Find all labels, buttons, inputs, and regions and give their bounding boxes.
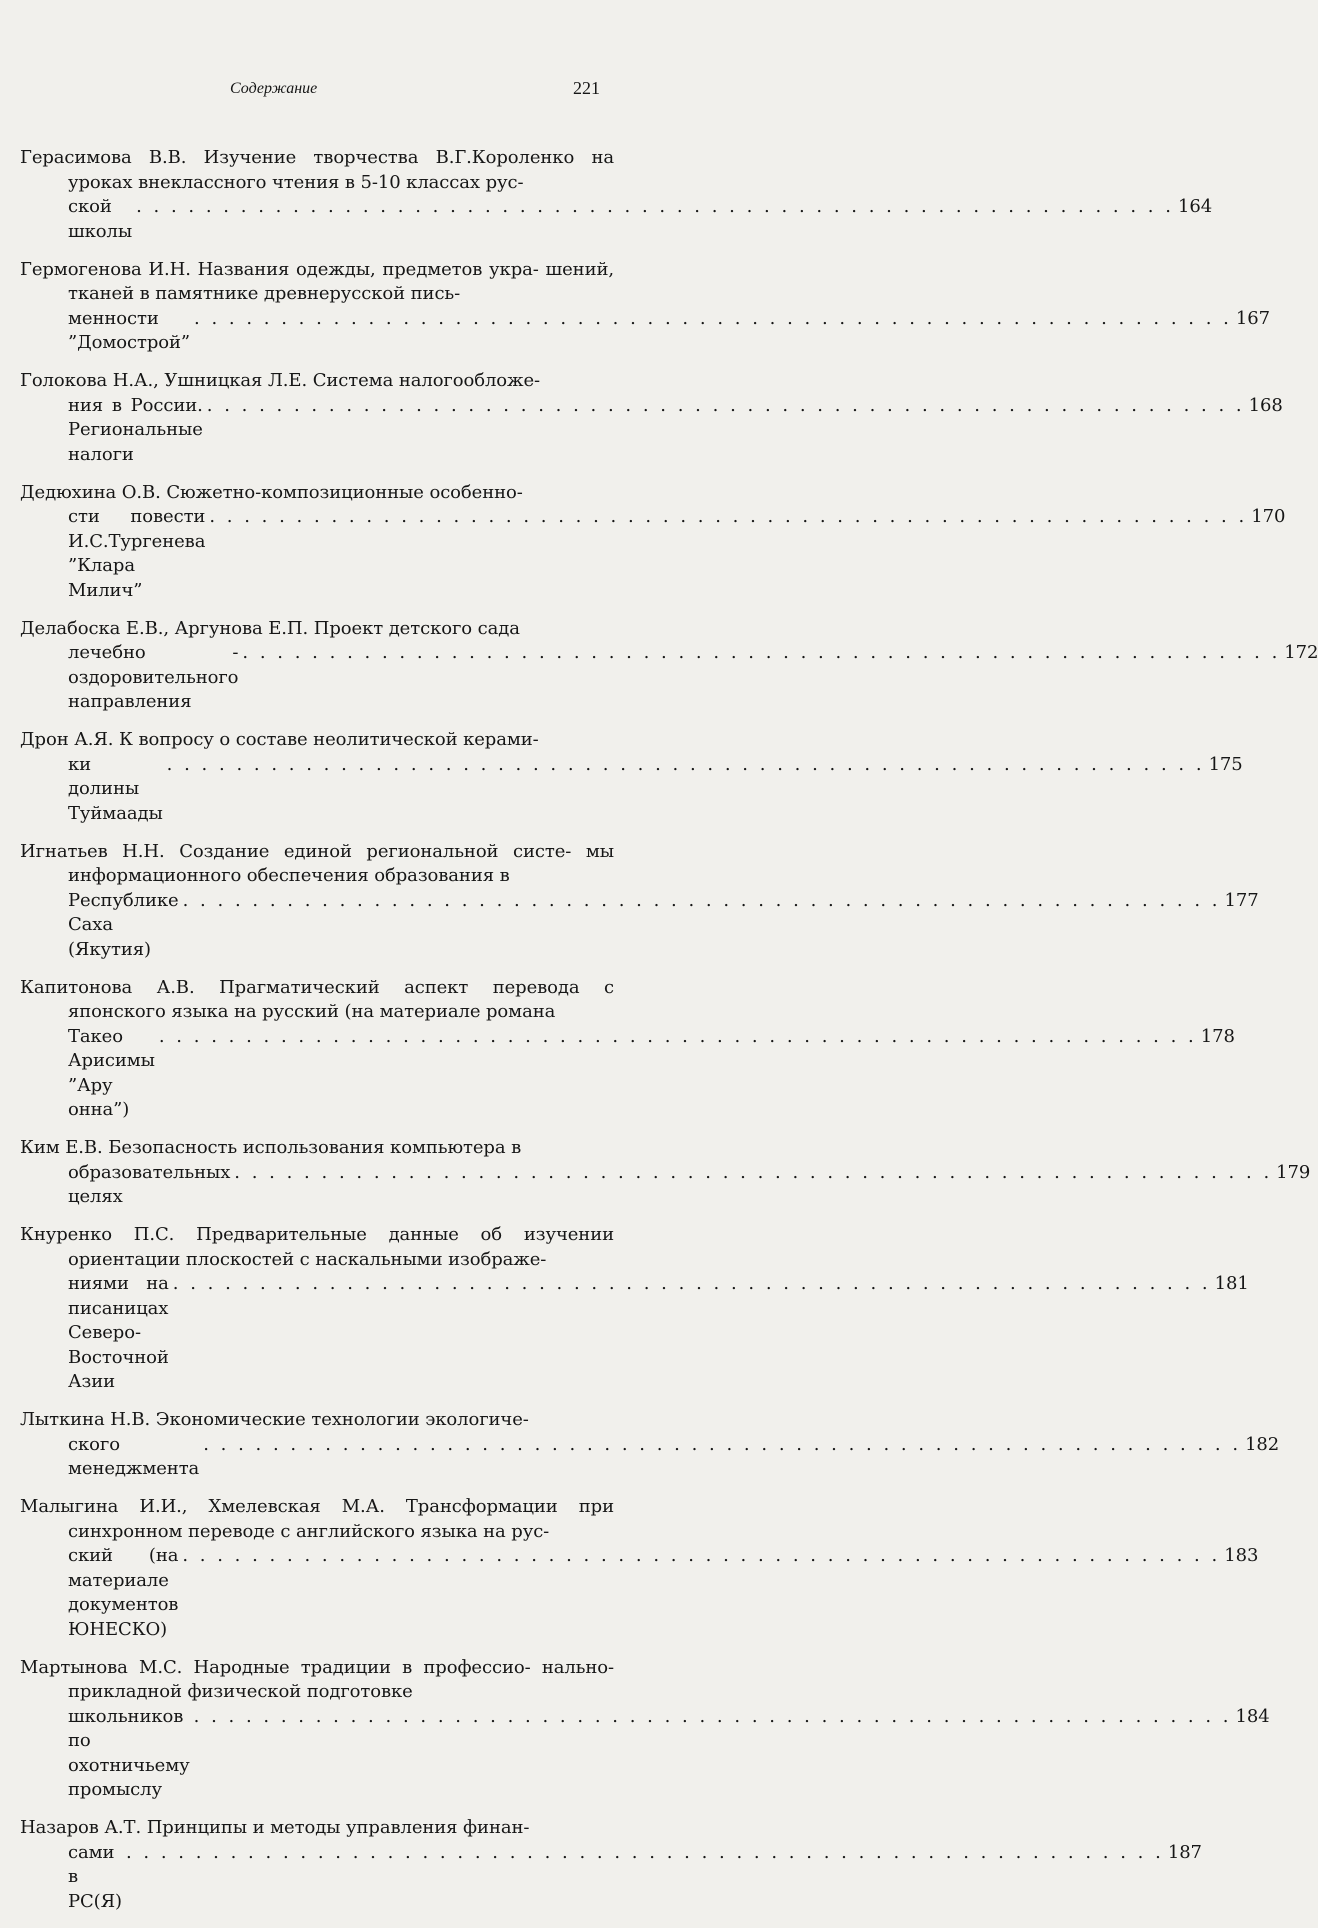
toc-entry — [20, 1816, 1202, 1914]
toc-entry — [20, 1656, 1270, 1803]
dot-leader: . . . . . . . . . . . . . . . . . . . . . . . . . . . . . . . . . . . . . . . . . . . . . . . . . . . . . . . . . . . . — [203, 1433, 1242, 1455]
toc-entry-page: 178 — [1200, 1025, 1235, 1047]
dot-leader: . . . . . . . . . . . . . . . . . . . . . . . . . . . . . . . . . . . . . . . . . . . . . . . . . . . . . . . . . . . . — [206, 394, 1245, 416]
toc-entry-page: 179 — [1276, 1161, 1311, 1183]
toc-entry-page: 181 — [1214, 1273, 1249, 1294]
toc-entry-text-end: Такео Арисимы ”Ару онна”) — [68, 1025, 155, 1120]
dot-leader: . . . . . . . . . . . . . . . . . . . . . . . . . . . . . . . . . . . . . . . . . . . . . . . . . . . . . . . . . . . . — [234, 1161, 1273, 1183]
dot-leader: . . . . . . . . . . . . . . . . . . . . . . . . . . . . . . . . . . . . . . . . . . . . . . . . . . . . . . . . . . . . — [172, 1273, 1211, 1294]
toc-entry — [20, 258, 1270, 356]
toc-entry-text-end: сти повести И.С.Тургенева ”Клара Милич” — [68, 506, 206, 601]
dot-leader: . . . . . . . . . . . . . . . . . . . . . . . . . . . . . . . . . . . . . . . . . . . . . . . . . . . . . . . . . . . . — [193, 1705, 1232, 1727]
toc-entry-page: 168 — [1248, 394, 1283, 416]
toc-entry-text-end: школьников по охотничьему промыслу — [68, 1705, 190, 1800]
dot-leader: . . . . . . . . . . . . . . . . . . . . . . . . . . . . . . . . . . . . . . . . . . . . . . . . . . . . . . . . . . . . — [242, 642, 1281, 663]
toc-entry-text-end: менности ”Домострой” — [68, 307, 191, 353]
toc-entry-text-end: ки долины Туймаады — [68, 753, 163, 824]
toc-entry — [20, 1136, 1311, 1210]
toc-entry-text-end: сами в РС(Я) — [68, 1841, 122, 1912]
toc-entry-last-line — [68, 1272, 1249, 1395]
toc-entry-last-line — [68, 1705, 1270, 1803]
toc-entry — [20, 369, 1283, 467]
toc-entry-text-end: Республике Саха (Якутия) — [68, 889, 179, 960]
toc-entry-text: Мартынова М.С. Народные традиции в профессио- нально-прикладной физической подготовке — [20, 1656, 614, 1702]
toc-entry — [20, 840, 1259, 963]
table-of-contents — [20, 146, 1318, 1928]
toc-entry-text: Игнатьев Н.Н. Создание единой региональной систе- мы информационного обеспечения образования в — [20, 840, 614, 886]
toc-entry — [20, 728, 1243, 826]
toc-entry-last-line — [68, 889, 1259, 963]
toc-entry-last-line — [68, 1841, 1202, 1915]
toc-entry-text: Капитонова А.В. Прагматический аспект перевода с японского языка на русский (на материале романа — [20, 976, 614, 1022]
toc-entry — [20, 1408, 1280, 1482]
toc-entry-last-line — [68, 1544, 1259, 1642]
page-number: 221 — [573, 78, 600, 98]
toc-entry-page: 177 — [1224, 889, 1259, 911]
running-title: Содержание — [230, 80, 318, 97]
toc-entry-last-line — [68, 307, 1270, 356]
toc-entry-text: Кнуренко П.С. Предварительные данные об изучении ориентации плоскостей с наскальными изображе- — [20, 1224, 614, 1270]
toc-entry — [20, 617, 1318, 715]
toc-entry — [20, 146, 1213, 244]
toc-entry-text: Голокова Н.А., Ушницкая Л.Е. Система налогообложе- — [20, 370, 541, 391]
toc-entry-text-end: ский (на материале документов ЮНЕСКО) — [68, 1545, 179, 1640]
toc-entry-page: 164 — [1177, 196, 1213, 217]
toc-entry-text-end: ской школы — [68, 196, 133, 242]
toc-entry-text: Гермогенова И.Н. Названия одежды, предметов укра- шений, тканей в памятнике древнерусской пись- — [20, 258, 614, 304]
toc-entry-text: Ким Е.В. Безопасность использования компьютера в — [20, 1137, 522, 1158]
toc-entry-last-line — [68, 641, 1318, 715]
toc-entry-text-end: ния в России. Региональные налоги — [68, 394, 203, 465]
toc-entry-text: Малыгина И.И., Хмелевская М.А. Трансформации при синхронном переводе с английского языка на рус- — [20, 1496, 614, 1542]
toc-entry-last-line — [68, 1025, 1235, 1123]
toc-entry-last-line — [68, 195, 1213, 244]
toc-entry-page: 182 — [1245, 1433, 1280, 1455]
toc-entry-text-end: ского менеджмента — [68, 1433, 200, 1479]
toc-entry — [20, 976, 1235, 1123]
toc-entry — [20, 1495, 1259, 1642]
toc-entry-text: Лыткина Н.В. Экономические технологии экологиче- — [20, 1409, 529, 1430]
toc-entry-text: Дрон А.Я. К вопросу о составе неолитической керами- — [20, 729, 539, 750]
toc-entry-page: 167 — [1235, 307, 1270, 329]
toc-entry-text: Назаров А.Т. Принципы и методы управления финан- — [20, 1817, 530, 1838]
dot-leader: . . . . . . . . . . . . . . . . . . . . . . . . . . . . . . . . . . . . . . . . . . . . . . . . . . . . . . . . . . . . — [125, 1841, 1164, 1863]
toc-entry-last-line — [68, 394, 1283, 468]
toc-entry-last-line — [68, 753, 1243, 827]
toc-entry-page: 187 — [1167, 1841, 1202, 1863]
page-header — [20, 78, 600, 108]
dot-leader: . . . . . . . . . . . . . . . . . . . . . . . . . . . . . . . . . . . . . . . . . . . . . . . . . . . . . . . . . . . . — [158, 1025, 1197, 1047]
toc-entry-last-line — [68, 1161, 1311, 1210]
toc-entry-text: Герасимова В.В. Изучение творчества В.Г.Короленко на уроках внеклассного чтения в 5-10 классах рус- — [20, 147, 614, 193]
toc-entry-page: 175 — [1208, 753, 1243, 775]
toc-entry-text-end: лечебно - оздоровительного направления — [68, 642, 239, 712]
dot-leader: . . . . . . . . . . . . . . . . . . . . . . . . . . . . . . . . . . . . . . . . . . . . . . . . . . . . . . . . . . . . — [182, 1545, 1221, 1566]
toc-entry-page: 184 — [1235, 1705, 1270, 1727]
toc-entry-page: 172 — [1284, 642, 1318, 663]
toc-entry-text: Делабоска Е.В., Аргунова Е.П. Проект детского сада — [20, 617, 520, 639]
toc-entry-page: 183 — [1224, 1545, 1259, 1566]
dot-leader: . . . . . . . . . . . . . . . . . . . . . . . . . . . . . . . . . . . . . . . . . . . . . . . . . . . . . . . . . . . . — [182, 889, 1221, 911]
toc-entry — [20, 1223, 1249, 1395]
toc-entry-page: 170 — [1251, 506, 1286, 527]
dot-leader: . . . . . . . . . . . . . . . . . . . . . . . . . . . . . . . . . . . . . . . . . . . . . . . . . . . . . . . . . . . . — [209, 506, 1248, 527]
toc-entry-last-line — [68, 1433, 1280, 1482]
toc-entry-text-end: ниями на писаницах Северо-Восточной Азии — [68, 1273, 169, 1392]
toc-entry-last-line — [68, 505, 1286, 603]
toc-entry — [20, 481, 1286, 604]
dot-leader: . . . . . . . . . . . . . . . . . . . . . . . . . . . . . . . . . . . . . . . . . . . . . . . . . . . . . . . . . . . . — [136, 196, 1174, 217]
toc-entry-text: Дедюхина О.В. Сюжетно-композиционные особенно- — [20, 481, 523, 503]
dot-leader: . . . . . . . . . . . . . . . . . . . . . . . . . . . . . . . . . . . . . . . . . . . . . . . . . . . . . . . . . . . . — [166, 753, 1205, 775]
toc-entry-text-end: образовательных целях — [68, 1161, 231, 1207]
dot-leader: . . . . . . . . . . . . . . . . . . . . . . . . . . . . . . . . . . . . . . . . . . . . . . . . . . . . . . . . . . . . — [194, 307, 1232, 329]
